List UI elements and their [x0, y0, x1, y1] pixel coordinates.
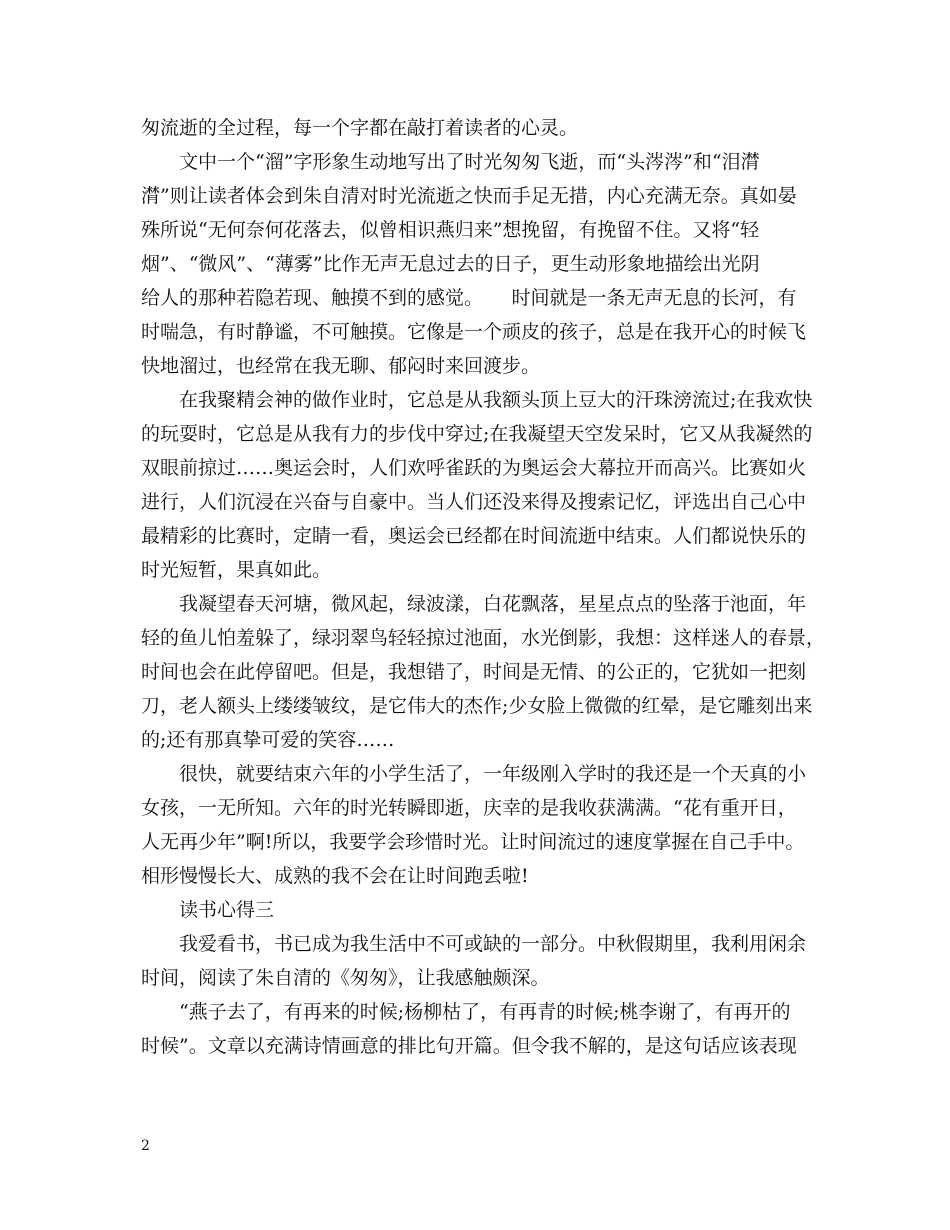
- text-line: 匆流逝的全过程，每一个字都在敲打着读者的心灵。: [141, 117, 579, 139]
- text-line: 殊所说“无何奈何花落去，似曾相识燕归来”想挽留，有挽留不住。又将“轻: [141, 219, 760, 241]
- text-line: 女孩，一无所知。六年的时光转瞬即逝，庆幸的是我收获满满。“花有重开日，: [141, 797, 797, 819]
- text-line: 刀，老人额头上缕缕皱纹，是它伟大的杰作;少女脸上微微的红晕，是它雕刻出来: [141, 695, 813, 717]
- text-line: 我爱看书，书已成为我生活中不可或缺的一部分。中秋假期里，我利用闲余: [141, 933, 807, 955]
- text-line: 时光短暂，果真如此。: [141, 559, 332, 581]
- text-line: 人无再少年”啊!所以，我要学会珍惜时光。让时间流过的速度掌握在自己手中。: [141, 831, 805, 853]
- text-line: 轻的鱼儿怕羞躲了，绿羽翠鸟轻轻掠过池面，水光倒影，我想：这样迷人的春景，: [141, 627, 826, 649]
- text-line: 的玩耍时，它总是从我有力的步伐中穿过;在我凝望天空发呆时，它又从我凝然的: [141, 423, 813, 445]
- text-line: 双眼前掠过……奥运会时，人们欢呼雀跃的为奥运会大幕拉开而高兴。比赛如火: [141, 457, 807, 479]
- text-line: 给人的那种若隐若现、触摸不到的感觉。 时间就是一条无声无息的长河，有: [141, 287, 797, 309]
- text-line: 快地溜过，也经常在我无聊、郁闷时来回渡步。: [141, 355, 541, 377]
- text-line: 时喘急，有时静谧，不可触摸。它像是一个顽皮的孩子，总是在我开心的时候飞: [141, 321, 807, 343]
- text-line: 最精彩的比赛时，定睛一看，奥运会已经都在时间流逝中结束。人们都说快乐的: [141, 525, 807, 547]
- text-line: 在我聚精会神的做作业时，它总是从我额头顶上豆大的汗珠滂流过;在我欢快: [141, 389, 813, 411]
- text-line: 相形慢慢长大、成熟的我不会在让时间跑丢啦!: [141, 865, 529, 887]
- text-line: 时间也会在此停留吧。但是，我想错了，时间是无情、的公正的，它犹如一把刻: [141, 661, 807, 683]
- section-heading: 读书心得三: [141, 899, 275, 921]
- text-line: “燕子去了，有再来的时候;杨柳枯了，有再青的时候;桃李谢了，有再开的: [141, 1001, 791, 1023]
- text-line: 文中一个“溜”字形象生动地写出了时光匆匆飞逝，而“头涔涔”和“泪潸: [141, 151, 760, 173]
- text-line: 烟”、“微风”、“薄雾”比作无声无息过去的日子，更生动形象地描绘出光阴: [141, 253, 760, 275]
- text-line: 的;还有那真挚可爱的笑容……: [141, 729, 395, 751]
- text-line: 时间，阅读了朱自清的《匆匆》，让我感触颇深。: [141, 967, 550, 989]
- text-line: 时候”。文章以充满诗情画意的排比句开篇。但令我不解的，是这句话应该表现: [141, 1035, 797, 1057]
- text-line: 我凝望春天河塘，微风起，绿波漾，白花飘落，星星点点的坠落于池面，年: [141, 593, 807, 615]
- page-number: 2: [141, 1138, 150, 1154]
- text-line: 潸”则让读者体会到朱自清对时光流逝之快而手足无措，内心充满无奈。真如晏: [141, 185, 797, 207]
- text-line: 进行，人们沉浸在兴奋与自豪中。当人们还没来得及搜索记忆，评选出自己心中: [141, 491, 807, 513]
- text-line: 很快，就要结束六年的小学生活了，一年级刚入学时的我还是一个天真的小: [141, 763, 807, 785]
